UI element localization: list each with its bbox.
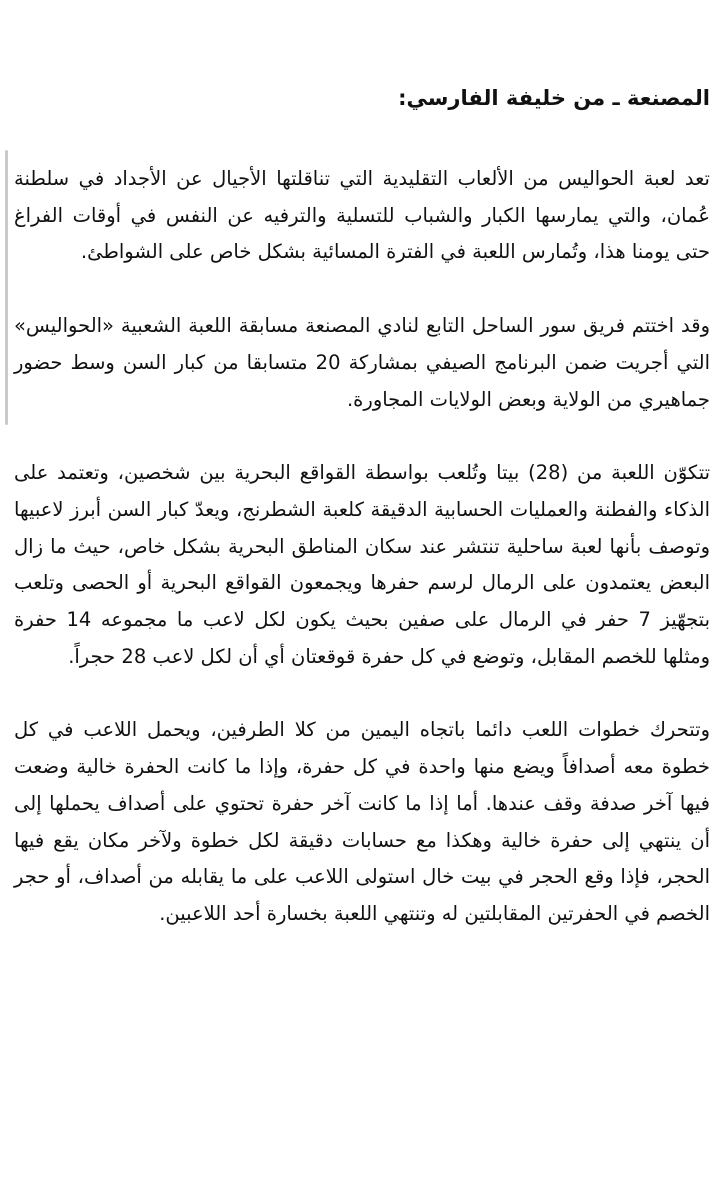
article-paragraph-2: وقد اختتم فريق سور الساحل التابع لنادي المصنعة مسابقة اللعبة الشعبية «الحواليس» التي أجريت ضمن البرنامج الصيفي بمشاركة 20 متسابقا من كبار السن وسط حضور جماهيري من الولاية وبعض الولايات المجاورة.	[14, 314, 710, 411]
scrollbar-thumb[interactable]	[5, 150, 8, 425]
article-byline: المصنعة ـ من خليفة الفارسي:	[398, 86, 710, 110]
article-paragraph-3: تتكوّن اللعبة من (28) بيتا وتُلعب بواسطة القواقع البحرية بين شخصين، وتعتمد على الذكاء والفطنة والعمليات الحسابية الدقيقة كلعبة الشطرنج، ويعدّ كبار السن أبرز لاعبيها وتوصف بأنها لعبة ساحلية تنتشر عند سكان المناطق البحرية بشكل خاص، حيث ما زال البعض يعتمدون على الرمال لرسم حفرها ويجمعون القواقع البحرية أو الحصى وتلعب بتجهّيز 7 حفر في الرمال على صفين بحيث يكون لكل لاعب ما مجموعه 14 حفرة ومثلها للخصم المقابل، وتوضع في كل حفرة قوقعتان أي أن لكل لاعب 28 حجراً.	[14, 461, 711, 668]
article-paragraph-4: وتتحرك خطوات اللعب دائما باتجاه اليمين من كلا الطرفين، ويحمل اللاعب في كل خطوة معه أصدافاً ويضع منها واحدة في كل حفرة، وإذا ما كانت الحفرة خالية وضعت فيها آخر صدفة وقف عندها. أما إذا ما كانت آخر حفرة تحتوي على أصداف يحملها إلى أن ينتهي إلى حفرة خالية وهكذا مع حسابات دقيقة لكل خطوة ولآخر مكان يقع فيها الحجر، فإذا وقع الحجر في بيت خال استولى اللاعب على ما يقابله من أصداف، أو حجر الخصم في الحفرتين المقابلتين له وتنتهي اللعبة بخسارة أحد اللاعبين.	[14, 718, 710, 925]
article-paragraph-1: تعد لعبة الحواليس من الألعاب التقليدية التي تناقلتها الأجيال عن الأجداد في سلطنة عُمان، والتي يمارسها الكبار والشباب للتسلية والترفيه عن النفس في أوقات الفراغ حتى يومنا هذا، وتُمارس اللعبة في الفترة المسائية بشكل خاص على الشواطئ.	[14, 167, 710, 264]
article-body	[14, 74, 710, 970]
scrollbar-track[interactable]	[5, 150, 8, 425]
